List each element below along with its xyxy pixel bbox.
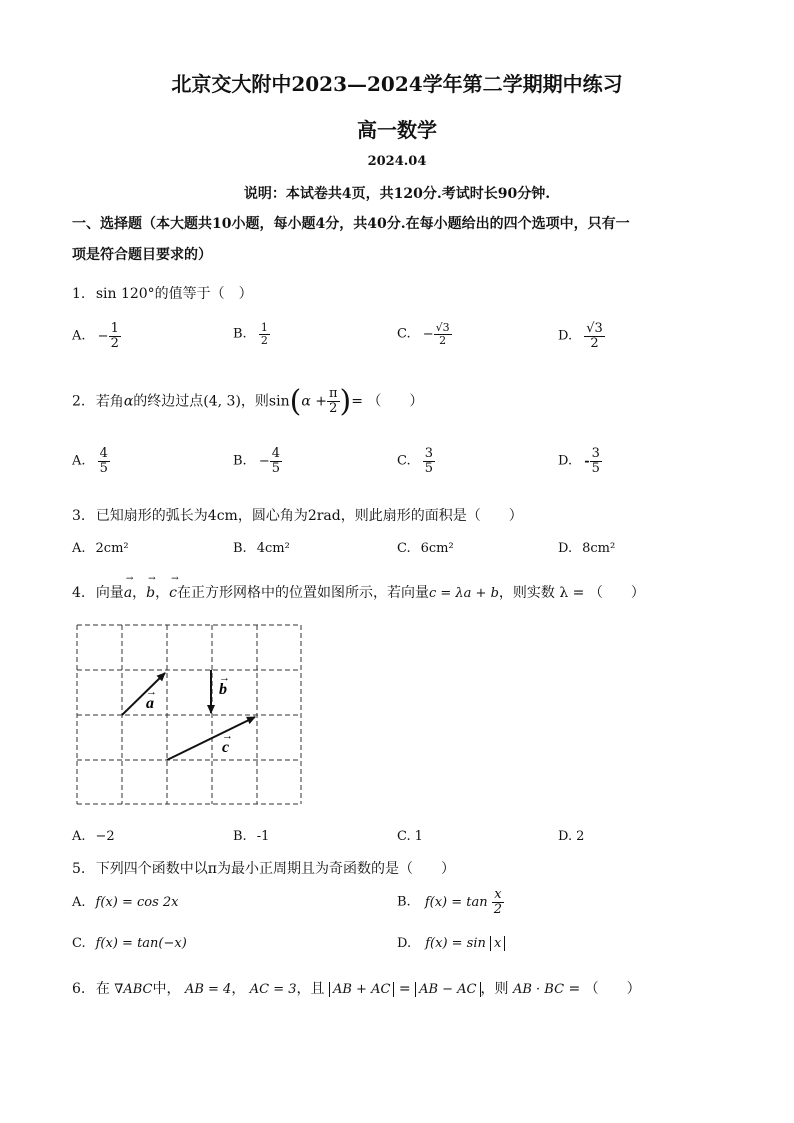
option-value: −2	[95, 829, 115, 844]
exam-note: 说明：本试卷共4页，共120分.考试时长90分钟.	[243, 186, 551, 202]
option-label: C.	[397, 829, 411, 844]
q2-text-c: ，则	[240, 393, 269, 410]
numerator: 3	[424, 446, 434, 461]
q6-number: 6.	[72, 981, 86, 997]
q4-number: 4.	[72, 585, 86, 601]
question-6	[72, 978, 641, 998]
option-value: 8cm²	[582, 541, 616, 556]
q4-option-d	[558, 829, 584, 844]
option-label: C.	[72, 936, 86, 951]
label-vector-a: a	[146, 695, 154, 712]
option-label: D.	[558, 829, 573, 844]
label-vector-b: b	[219, 681, 227, 698]
q5-option-d	[397, 936, 505, 951]
q3-number: 3.	[72, 508, 86, 524]
numerator: x	[494, 887, 502, 902]
separator: ，	[231, 981, 246, 997]
q2-option-b	[233, 447, 282, 475]
q2-number: 2.	[72, 393, 86, 410]
option-label: A.	[72, 328, 86, 344]
denominator: 5	[424, 460, 434, 476]
q2-point: (4, 3)	[203, 393, 241, 410]
option-label: C.	[397, 453, 411, 469]
q3-option-d	[558, 541, 615, 556]
vector-diff-magnitude: AB − AC	[415, 982, 480, 997]
fraction	[98, 447, 110, 475]
option-label: D.	[397, 936, 412, 951]
triangle-symbol: ∇ABC	[114, 982, 153, 997]
option-value: f(x) = sin	[425, 936, 486, 951]
q2-option-c	[397, 447, 435, 475]
q6-text-3: ，且	[296, 981, 325, 997]
option-value: 1	[414, 829, 423, 844]
q1-option-b	[233, 322, 270, 346]
exam-subject: 高一数学	[357, 118, 437, 142]
option-value: f(x) = cos 2x	[95, 895, 179, 910]
q6-ab-value: AB = 4	[184, 982, 232, 997]
q2-option-d	[558, 447, 602, 475]
fraction	[270, 447, 282, 475]
dashed-grid	[77, 625, 301, 804]
vector-a-arrow	[122, 673, 165, 715]
arrow-mark-icon: →	[146, 686, 157, 698]
question-4: 4. 向量→ a，→ b，→ c在正方形网格中的位置如图所示，若向量c = λa + b，则实数 λ = （ ）	[72, 582, 645, 602]
option-value: 2	[576, 829, 585, 844]
absolute-value: x	[490, 936, 505, 951]
dot-product: AB · BC	[512, 982, 565, 997]
option-label: D.	[558, 541, 573, 556]
numerator: 1	[260, 321, 268, 334]
q1-expression: sin 120°	[95, 286, 155, 302]
q5-option-a	[72, 895, 179, 910]
numerator: 1	[110, 321, 119, 336]
option-value: -1	[256, 829, 270, 844]
question-2	[72, 384, 423, 419]
q4-equation: c = λa + b	[428, 586, 499, 601]
option-label: C.	[397, 326, 411, 342]
vector-a: → a	[124, 585, 132, 601]
numerator: π	[328, 386, 338, 402]
q1-option-d	[558, 322, 605, 350]
fraction	[584, 322, 605, 350]
option-label: D.	[558, 453, 573, 469]
minus-sign: -	[584, 453, 590, 469]
denominator: 5	[591, 460, 600, 476]
numerator: 4	[271, 446, 281, 461]
denominator: 2	[439, 333, 447, 347]
question-3	[72, 505, 523, 525]
q3-option-c	[397, 541, 454, 556]
q2-text-a: 若角	[95, 393, 124, 410]
fraction	[492, 888, 504, 916]
fraction	[109, 322, 121, 350]
numerator: 4	[99, 446, 108, 461]
pi-over-two	[327, 387, 340, 415]
fraction	[590, 447, 602, 475]
denominator: 2	[590, 335, 599, 351]
q4-text-1: 向量	[95, 585, 124, 601]
q3-option-b	[233, 541, 290, 556]
fraction	[259, 322, 270, 346]
arrow-mark-icon: →	[222, 730, 233, 742]
q6-ac-value: AC = 3	[249, 982, 297, 997]
question-5	[72, 858, 455, 878]
left-paren: (	[289, 384, 302, 419]
sin-function: sin	[268, 393, 290, 410]
minus-sign: −	[422, 326, 434, 342]
question-1	[72, 283, 253, 303]
denominator: 2	[110, 335, 119, 351]
option-label: A.	[72, 829, 86, 844]
option-label: C.	[397, 541, 411, 556]
denominator: 2	[493, 901, 503, 917]
q4-option-b	[233, 829, 269, 844]
q4-text-2: 在正方形网格中的位置如图所示，若向量	[176, 585, 429, 601]
fraction	[423, 447, 435, 475]
q6-text-4: ，则	[480, 981, 509, 997]
option-value: 4cm²	[256, 541, 290, 556]
denominator: 5	[271, 460, 281, 476]
q2-text-d: = （ ）	[351, 393, 424, 410]
vector-grid-figure	[74, 622, 306, 808]
fraction	[434, 322, 452, 346]
q6-text-1: 在	[95, 981, 110, 997]
option-value: f(x) = tan	[424, 894, 488, 910]
alpha-symbol: α	[123, 393, 134, 410]
option-value: f(x) = tan(−x)	[95, 936, 187, 951]
q2-inner-expr: α +	[301, 393, 327, 410]
arrow-mark-icon: →	[219, 672, 230, 684]
q3-option-a	[72, 541, 129, 556]
exam-title: 北京交大附中2023—2024学年第二学期期中练习	[171, 72, 623, 96]
vector-arrow-marks	[146, 672, 233, 742]
exam-date: 2024.04	[367, 154, 427, 169]
denominator: 5	[99, 460, 108, 476]
numerator: 3	[591, 446, 600, 461]
q5-option-b	[397, 888, 504, 916]
q4-text-3: ，则实数 λ = （ ）	[498, 585, 645, 601]
option-label: B.	[233, 829, 247, 844]
option-label: B.	[397, 894, 411, 910]
denominator: 2	[329, 401, 338, 416]
q4-option-a	[72, 829, 115, 844]
numerator: √3	[586, 321, 603, 336]
q5-option-c	[72, 936, 187, 951]
q2-option-a	[72, 447, 110, 475]
q5-text: 下列四个函数中以π为最小正周期且为奇函数的是（ ）	[95, 861, 456, 877]
option-label: A.	[72, 895, 86, 910]
label-vector-c: c	[222, 739, 230, 756]
minus-sign: −	[97, 328, 109, 344]
q6-text-5: = （ ）	[568, 981, 641, 997]
q1-text: 的值等于（ ）	[154, 286, 253, 302]
q2-text-b: 的终边过点	[133, 393, 204, 410]
option-label: D.	[558, 328, 573, 344]
vector-sum-magnitude: AB + AC	[329, 982, 394, 997]
option-value: 2cm²	[95, 541, 129, 556]
q5-number: 5.	[72, 861, 86, 877]
minus-sign: −	[258, 453, 270, 469]
q1-option-c	[397, 322, 452, 346]
vector-b: → b	[146, 585, 155, 601]
q3-text: 已知扇形的弧长为4cm，圆心角为2rad，则此扇形的面积是（ ）	[95, 508, 523, 524]
q1-option-a	[72, 322, 121, 350]
option-value: 6cm²	[420, 541, 454, 556]
option-label: A.	[72, 541, 86, 556]
vector-c-arrow	[167, 717, 255, 760]
option-label: A.	[72, 453, 86, 469]
section-heading-line2: 项是符合题目要求的）	[72, 247, 212, 263]
q4-option-c	[397, 829, 423, 844]
option-label: B.	[233, 326, 247, 342]
q1-number: 1.	[72, 286, 86, 302]
right-paren: )	[339, 384, 352, 419]
section-heading-line1: 一、选择题（本大题共10小题，每小题4分，共40分.在每小题给出的四个选项中，只有一	[72, 216, 630, 232]
q6-text-2: 中，	[152, 981, 181, 997]
equals-sign: =	[398, 981, 411, 997]
option-label: B.	[233, 453, 247, 469]
vector-c: → c	[169, 585, 177, 601]
denominator: 2	[260, 333, 268, 347]
numerator: √3	[435, 321, 450, 334]
option-label: B.	[233, 541, 247, 556]
